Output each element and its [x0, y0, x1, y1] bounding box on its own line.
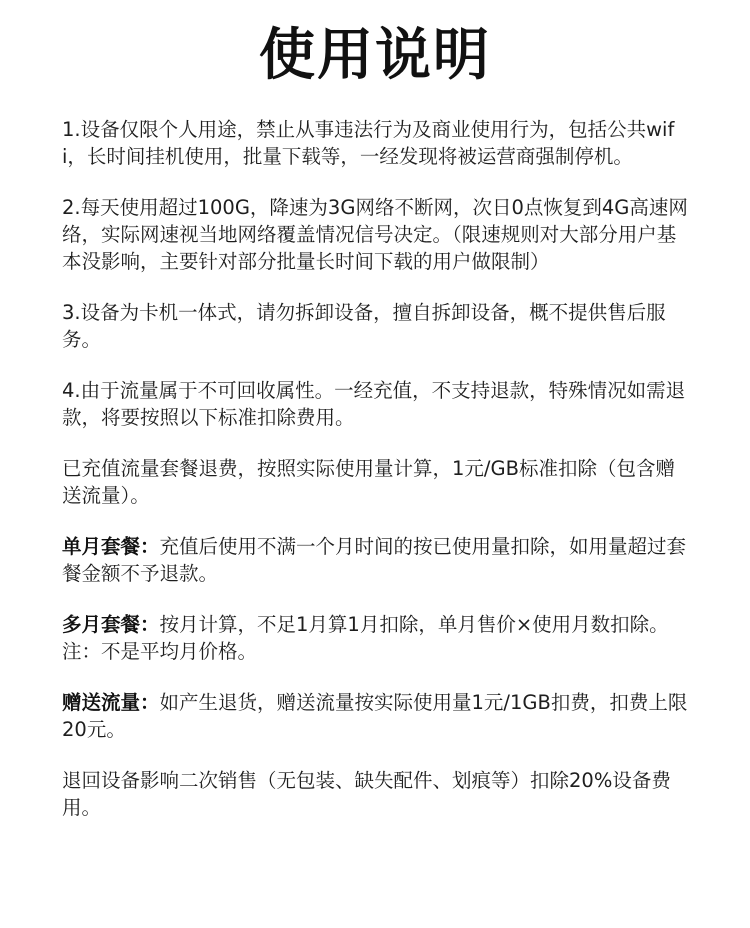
page-title: 使用说明	[259, 23, 491, 88]
paragraph-text: 按月计算，不足1月算1月扣除，单月售价×使用月数扣除。注：不是平均月价格。	[62, 613, 669, 663]
paragraph-speed-limit	[62, 194, 692, 275]
paragraph-text: 3.设备为卡机一体式，请勿拆卸设备，擅自拆卸设备，概不提供售后服务。	[62, 301, 666, 351]
paragraph-text: 4.由于流量属于不可回收属性。一经充值，不支持退款，特殊情况如需退款，将要按照以下标准扣除费用。	[62, 379, 686, 429]
instructions-body	[62, 116, 692, 845]
paragraph-text: 已充值流量套餐退费，按照实际使用量计算，1元/GB标准扣除（包含赠送流量）。	[62, 457, 675, 507]
paragraph-label: 单月套餐：	[62, 535, 160, 558]
paragraph-recharged-refund	[62, 455, 692, 509]
paragraph-refund-policy	[62, 377, 692, 431]
paragraph-text: 2.每天使用超过100G，降速为3G网络不断网，次日0点恢复到4G高速网络，实际网速视当地网络覆盖情况信号决定。（限速规则对大部分用户基本没影响，主要针对部分批量长时间下载的用户做限制）	[62, 196, 688, 273]
paragraph-personal-use	[62, 116, 692, 170]
paragraph-no-disassembly	[62, 299, 692, 353]
paragraph-text: 充值后使用不满一个月时间的按已使用量扣除，如用量超过套餐金额不予退款。	[62, 535, 687, 585]
paragraph-text: 如产生退货，赠送流量按实际使用量1元/1GB扣费，扣费上限20元。	[62, 691, 688, 741]
paragraph-bonus-traffic	[62, 689, 692, 743]
paragraph-multi-month-plan	[62, 611, 692, 665]
paragraph-text: 退回设备影响二次销售（无包装、缺失配件、划痕等）扣除20%设备费用。	[62, 769, 671, 819]
paragraph-returned-device	[62, 767, 692, 821]
paragraph-label: 赠送流量：	[62, 691, 160, 714]
paragraph-text: 1.设备仅限个人用途，禁止从事违法行为及商业使用行为，包括公共wifi，长时间挂机使用，批量下载等，一经发现将被运营商强制停机。	[62, 118, 675, 168]
paragraph-label: 多月套餐：	[62, 613, 160, 636]
paragraph-single-month-plan	[62, 533, 692, 587]
